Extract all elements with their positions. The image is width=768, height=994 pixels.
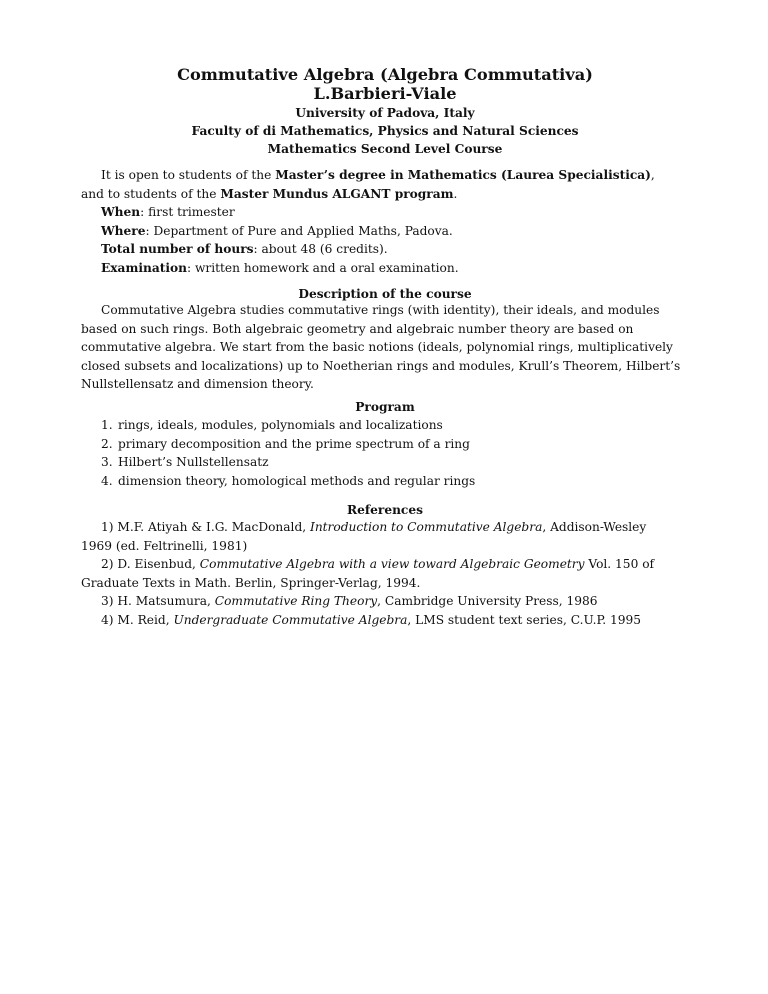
reference-publisher: , Addison-Wesley	[542, 520, 647, 534]
author-name: L.Barbieri-Viale	[313, 84, 457, 103]
item-number: 4.	[101, 473, 113, 488]
intro-text: It is open to students of the	[101, 168, 276, 182]
reference-authors: 4) M. Reid,	[101, 612, 174, 627]
description-body	[81, 301, 689, 394]
reference-3	[81, 592, 689, 611]
program-name: Master Mundus ALGANT program	[220, 186, 454, 201]
exam-line	[81, 259, 689, 278]
when-value: : first trimester	[140, 205, 235, 219]
when-line	[81, 203, 689, 222]
item-text: dimension theory, homological methods and regular rings	[118, 473, 476, 488]
reference-authors: 3) H. Matsumura,	[101, 594, 215, 608]
when-label: When	[101, 205, 141, 219]
where-line	[81, 222, 689, 241]
course-level: Mathematics Second Level Course	[267, 142, 503, 156]
hours-label: Total number of hours	[101, 242, 254, 256]
reference-1-cont: 1969 (ed. Feltrinelli, 1981)	[81, 538, 248, 553]
item-text: primary decomposition and the prime spectrum of a ring	[118, 436, 470, 451]
hours-line	[81, 240, 689, 259]
exam-label: Examination	[101, 260, 187, 275]
reference-title: Commutative Ring Theory	[214, 594, 378, 608]
reference-authors: 2) D. Eisenbud,	[101, 557, 200, 571]
description-heading: Description of the course	[298, 287, 472, 301]
program-heading: Program	[355, 400, 415, 414]
where-label: Where	[101, 223, 146, 238]
list-item	[101, 435, 669, 454]
reference-volume: Vol. 150 of	[584, 557, 655, 571]
item-number: 2.	[101, 436, 113, 451]
description-line: Nullstellensatz and dimension theory.	[81, 377, 314, 391]
intro-line-1	[81, 166, 689, 185]
list-item	[101, 472, 669, 491]
reference-title: Introduction to Commutative Algebra	[310, 520, 543, 534]
document-title	[101, 65, 669, 103]
item-number: 1.	[101, 418, 113, 432]
reference-4	[81, 611, 689, 630]
references-list	[81, 518, 689, 629]
program-list	[101, 416, 669, 490]
description-line: Commutative Algebra studies commutative rings (with identity), their ideals, and modules	[101, 303, 660, 317]
reference-1	[81, 518, 689, 537]
reference-authors: 1) M.F. Atiyah & I.G. MacDonald,	[101, 520, 310, 534]
list-item	[101, 416, 669, 435]
intro-punct: .	[453, 186, 458, 201]
reference-2-cont: Graduate Texts in Math. Berlin, Springer-Verlag, 1994.	[81, 575, 421, 590]
description-line: commutative algebra. We start from the basic notions (ideals, polynomial rings, multiplicatively	[81, 340, 673, 354]
intro-line-2	[81, 185, 689, 204]
where-value: : Department of Pure and Applied Maths, Padova.	[145, 223, 453, 238]
item-number: 3.	[101, 455, 113, 469]
description-line: based on such rings. Both algebraic geometry and algebraic number theory are based on	[81, 321, 634, 336]
reference-publisher: , LMS student text series, C.U.P. 1995	[407, 612, 641, 627]
item-text: rings, ideals, modules, polynomials and localizations	[118, 418, 443, 432]
intro-punct: ,	[650, 168, 655, 182]
title-line-1: Commutative Algebra (Algebra Commutativa)	[177, 65, 593, 84]
university-name: University of Padova, Italy	[295, 106, 475, 120]
exam-value: : written homework and a oral examination.	[187, 260, 459, 275]
reference-title: Commutative Algebra with a view toward Algebraic Geometry	[199, 557, 585, 571]
item-text: Hilbert’s Nullstellensatz	[118, 455, 269, 469]
intro-text: and to students of the	[81, 186, 221, 201]
reference-title: Undergraduate Commutative Algebra	[173, 612, 408, 627]
degree-name: Master’s degree in Mathematics (Laurea Specialistica)	[275, 168, 651, 182]
reference-2	[81, 555, 689, 574]
references-heading: References	[347, 503, 423, 517]
description-line: closed subsets and localizations) up to Noetherian rings and modules, Krull’s Theorem, Hilbert’s	[81, 358, 681, 373]
reference-publisher: , Cambridge University Press, 1986	[377, 594, 598, 608]
affiliation-block	[101, 104, 669, 158]
faculty-name: Faculty of di Mathematics, Physics and Natural Sciences	[191, 124, 579, 138]
list-item	[101, 453, 669, 472]
hours-value: : about 48 (6 credits).	[253, 242, 388, 256]
intro-section	[81, 166, 689, 277]
